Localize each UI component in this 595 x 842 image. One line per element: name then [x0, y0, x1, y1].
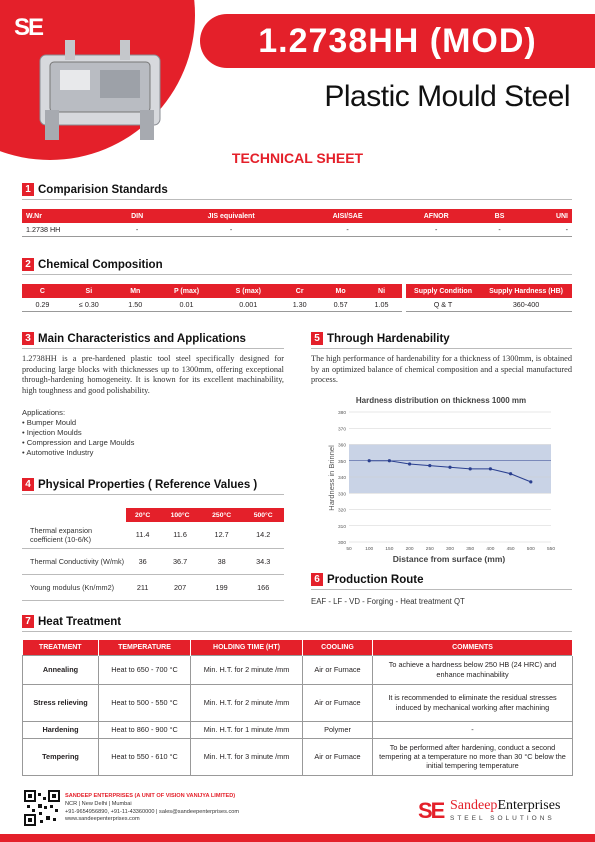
- column-header: W.Nr: [22, 209, 112, 223]
- data-point: [448, 466, 451, 469]
- x-tick-label: 50: [346, 547, 352, 552]
- applications-list: [22, 418, 134, 458]
- section-6-heading: [311, 573, 423, 586]
- grade-title: 1.2738HH (MOD): [258, 21, 537, 60]
- table-cell: -: [395, 223, 477, 236]
- table-cell: It is recommended to eliminate the residual stresses induced by mechanical working after machining: [373, 684, 573, 721]
- table-cell: -: [522, 223, 572, 236]
- table-cell: -: [162, 223, 300, 236]
- section-5-heading: [311, 332, 450, 345]
- table-cell: 211: [126, 574, 159, 600]
- table-cell: Heat to 650 - 700 °C: [99, 655, 191, 684]
- footer-contact: [65, 793, 239, 824]
- product-subtitle: Plastic Mould Steel: [324, 80, 570, 113]
- composition-table: [22, 284, 402, 312]
- table-cell: Heat to 550 - 610 °C: [99, 738, 191, 775]
- table-cell: Min. H.T. for 2 minute /mm: [191, 655, 303, 684]
- column-header: COMMENTS: [373, 640, 573, 655]
- table-cell: 0.29: [22, 298, 63, 311]
- characteristics-text: 1.2738HH is a pre-hardened plastic tool steel specifically designed for producing large blocks with thicknesses up to 1300mm, offering exceptional through-hardening homogeneity. It is known for its excellent machinability, high toughness and good polishability.: [22, 354, 284, 395]
- table-cell: Air or Furnace: [303, 684, 373, 721]
- x-tick-label: 150: [385, 547, 394, 552]
- sheet-title: TECHNICAL SHEET: [231, 150, 364, 166]
- table-cell: 199: [201, 574, 243, 600]
- section-3-heading: [22, 332, 246, 345]
- x-tick-label: 350: [466, 547, 475, 552]
- x-tick-label: 300: [445, 547, 455, 552]
- section-title: Chemical Composition: [38, 258, 163, 271]
- table-cell: 14.2: [242, 522, 284, 548]
- footer-company: SANDEEP ENTERPRISES (A UNIT OF VISION VANIJYA LIMITED): [65, 793, 236, 799]
- column-header: Cr: [279, 284, 320, 298]
- table-cell: To be performed after hardening, conduct a second tempering at a temperature no more than 30 °C below the initial tempering temperature: [373, 738, 573, 775]
- table-header-row: [22, 508, 284, 522]
- y-tick-label: 340: [337, 476, 346, 481]
- section-title: Production Route: [327, 573, 424, 586]
- y-tick-label: 350: [337, 459, 346, 465]
- column-header: S (max): [217, 284, 279, 298]
- x-tick-label: 400: [486, 547, 495, 552]
- row-label: Young modulus (Kn/mm2): [22, 574, 126, 600]
- table-header-row: [22, 209, 572, 223]
- physical-table: [22, 508, 284, 601]
- data-point: [388, 459, 391, 462]
- table-cell: ≤ 0.30: [63, 298, 115, 311]
- y-tick-label: 360: [337, 443, 346, 449]
- table-row: [23, 655, 573, 684]
- y-tick-label: 320: [337, 508, 346, 514]
- table-row: [23, 684, 573, 721]
- section-title: Heat Treatment: [38, 615, 122, 628]
- table-row: [406, 298, 572, 311]
- x-tick-label: 100: [365, 547, 374, 552]
- column-header: Supply Hardness (HB): [480, 284, 572, 298]
- production-route-text: EAF - LF - VD - Forging - Heat treatment QT: [311, 597, 465, 606]
- table-cell: -: [477, 223, 521, 236]
- x-axis-label: Distance from surface (mm): [392, 554, 506, 564]
- column-header: AFNOR: [395, 209, 477, 223]
- table-cell: 11.6: [159, 522, 201, 548]
- table-cell: 38: [201, 548, 243, 574]
- column-header: Mn: [115, 284, 156, 298]
- treatment-name: Tempering: [23, 738, 99, 775]
- hardness-chart: [311, 390, 572, 570]
- y-tick-label: 310: [337, 524, 346, 530]
- column-header: DIN: [112, 209, 162, 223]
- section-title: Through Hardenability: [327, 332, 450, 345]
- mould-image: [40, 40, 160, 140]
- section-number: 2: [22, 258, 34, 271]
- column-header: TREATMENT: [23, 640, 99, 655]
- table-row: [22, 223, 572, 236]
- table-cell: 11.4: [126, 522, 159, 548]
- column-header: AISI/SAE: [300, 209, 395, 223]
- table-header-row: [22, 284, 402, 298]
- column-header: TEMPERATURE: [99, 640, 191, 655]
- hardness-band: [349, 445, 551, 494]
- table-cell: Air or Furnace: [303, 655, 373, 684]
- column-header: HOLDING TIME (HT): [191, 640, 303, 655]
- table-cell: 207: [159, 574, 201, 600]
- table-row: [23, 721, 573, 738]
- section-title: Main Characteristics and Applications: [38, 332, 246, 345]
- table-header-row: [23, 640, 573, 655]
- data-point: [509, 472, 512, 475]
- brand-name-b: Enterprises: [497, 798, 561, 813]
- table-cell: To achieve a hardness below 250 HB (24 HRC) and enhance machinability: [373, 655, 573, 684]
- data-point: [529, 480, 532, 483]
- table-cell: 36: [126, 548, 159, 574]
- data-point: [428, 464, 431, 467]
- column-header: Supply Condition: [406, 284, 480, 298]
- footer-website[interactable]: www.sandeepenterprises.com: [65, 816, 140, 823]
- column-header: C: [22, 284, 63, 298]
- row-label: Thermal expansion coefficient (10-6/K): [22, 522, 126, 548]
- list-item: • Bumper Mould: [22, 418, 77, 427]
- column-header: P (max): [156, 284, 218, 298]
- hardenability-text: The high performance of hardenability for a thickness of 1300mm, is obtained by an optimized balance of chemical composition and a special manufactured process.: [311, 354, 572, 384]
- row-label: Thermal Conductivity (W/mk): [22, 548, 126, 574]
- y-tick-label: 330: [337, 492, 346, 498]
- treatment-name: Hardening: [23, 721, 99, 738]
- header-logo: SE: [14, 14, 43, 41]
- x-tick-label: 250: [425, 547, 434, 552]
- table-cell: -: [112, 223, 162, 236]
- column-header: JIS equivalent: [162, 209, 300, 223]
- column-header: BS: [477, 209, 521, 223]
- supply-table: [406, 284, 572, 312]
- column-header: Si: [63, 284, 115, 298]
- table-cell: -: [300, 223, 395, 236]
- footer-red-bar: [0, 834, 595, 842]
- section-number: 5: [311, 332, 323, 345]
- table-row: [23, 738, 573, 775]
- treatment-name: Stress relieving: [23, 684, 99, 721]
- x-tick-label: 550: [546, 547, 556, 552]
- section-title: Comparision Standards: [38, 183, 168, 196]
- table-row: [22, 522, 284, 548]
- data-point: [408, 462, 411, 465]
- table-cell: 12.7: [201, 522, 243, 548]
- table-row: [22, 298, 402, 311]
- table-cell: 166: [242, 574, 284, 600]
- table-cell: Min. H.T. for 3 minute /mm: [191, 738, 303, 775]
- y-axis-label: Hardness in Brinnel: [327, 445, 336, 511]
- table-cell: Heat to 500 - 550 °C: [99, 684, 191, 721]
- y-tick-label: 380: [337, 411, 346, 416]
- table-cell: 34.3: [242, 548, 284, 574]
- table-cell: 360-400: [480, 298, 572, 311]
- applications-label: Applications:: [22, 408, 66, 417]
- table-cell: Min. H.T. for 2 minute /mm: [191, 684, 303, 721]
- standards-table: [22, 209, 572, 237]
- table-cell: 0.01: [156, 298, 218, 311]
- data-point: [368, 459, 371, 462]
- table-cell: Q & T: [406, 298, 480, 311]
- column-header: 250°C: [201, 508, 243, 522]
- data-point: [489, 467, 492, 470]
- column-header: 500°C: [242, 508, 284, 522]
- qr-code-icon: [24, 790, 60, 826]
- column-header: [22, 508, 126, 522]
- table-cell: 0.57: [320, 298, 361, 311]
- section-4-heading: [22, 478, 257, 491]
- table-cell: Air or Furnace: [303, 738, 373, 775]
- table-cell: Heat to 860 - 900 °C: [99, 721, 191, 738]
- x-tick-label: 450: [506, 547, 515, 552]
- section-2-heading: [22, 258, 163, 271]
- data-point: [469, 467, 472, 470]
- section-number: 7: [22, 615, 34, 628]
- table-cell: 1.2738 HH: [22, 223, 112, 236]
- y-tick-label: 370: [337, 427, 346, 433]
- column-header: UNI: [522, 209, 572, 223]
- table-cell: Min. H.T. for 1 minute /mm: [191, 721, 303, 738]
- section-title: Physical Properties ( Reference Values ): [38, 478, 258, 491]
- section-number: 6: [311, 573, 323, 586]
- section-number: 3: [22, 332, 34, 345]
- table-cell: 1.50: [115, 298, 156, 311]
- list-item: • Automotive Industry: [22, 448, 94, 457]
- brand-logo: SE: [418, 798, 444, 823]
- brand-name-a: Sandeep: [450, 798, 498, 813]
- footer-phone-email: +91-9654956890, +91-11-43360000 | sales@sandeepenterprises.com: [65, 808, 240, 815]
- table-cell: 36.7: [159, 548, 201, 574]
- brand-tagline: STEEL SOLUTIONS: [450, 815, 555, 822]
- section-number: 4: [22, 478, 34, 491]
- column-header: Mo: [320, 284, 361, 298]
- table-header-row: [406, 284, 572, 298]
- treatment-name: Annealing: [23, 655, 99, 684]
- column-header: Ni: [361, 284, 402, 298]
- table-cell: 1.05: [361, 298, 402, 311]
- brand-name: [450, 798, 560, 814]
- column-header: 20°C: [126, 508, 159, 522]
- column-header: COOLING: [303, 640, 373, 655]
- section-1-heading: [22, 183, 168, 196]
- x-tick-label: 500: [526, 547, 535, 552]
- section-7-heading: [22, 615, 121, 628]
- table-cell: 0.001: [217, 298, 279, 311]
- footer-cities: NCR | New Delhi | Mumbai: [65, 800, 132, 807]
- column-header: 100°C: [159, 508, 201, 522]
- table-row: [22, 574, 284, 600]
- list-item: • Injection Moulds: [22, 428, 82, 437]
- table-row: [22, 548, 284, 574]
- y-tick-label: 300: [337, 541, 346, 546]
- section-number: 1: [22, 183, 34, 196]
- list-item: • Compression and Large Moulds: [22, 438, 135, 447]
- table-cell: -: [373, 721, 573, 738]
- heat-treatment-table: [22, 640, 573, 776]
- table-cell: Polymer: [303, 721, 373, 738]
- table-cell: 1.30: [279, 298, 320, 311]
- chart-title: Hardness distribution on thickness 1000 mm: [355, 396, 527, 405]
- x-tick-label: 200: [405, 547, 414, 552]
